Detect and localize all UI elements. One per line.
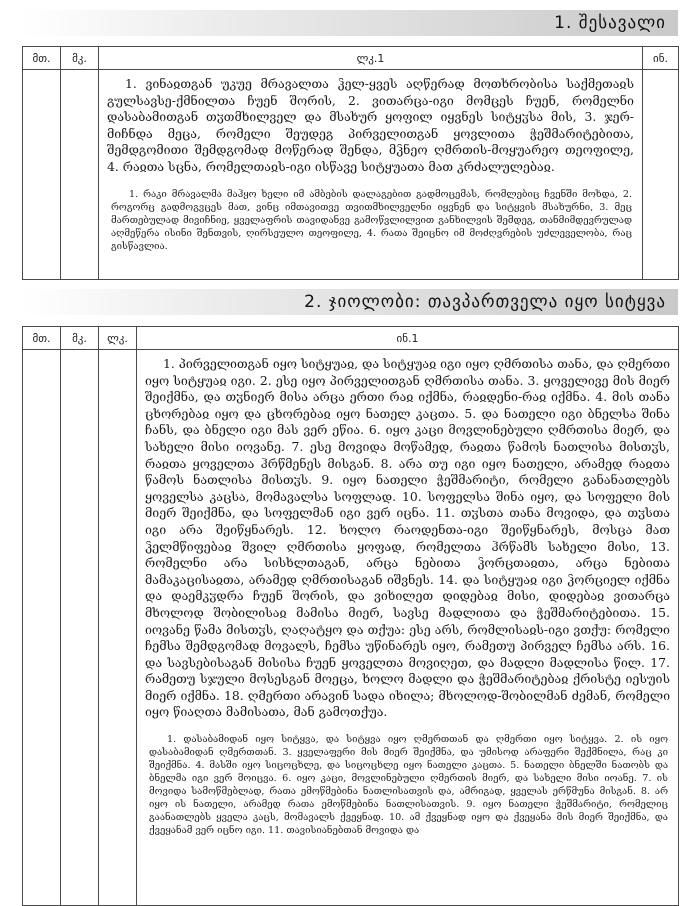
section-1-body-row	[23, 70, 679, 280]
section-2-title: 2. ჯიოლობი: თავპართველა იყო სიტყვა	[304, 292, 666, 312]
column-header-matthew: მთ.	[23, 327, 61, 350]
section-1-banner	[22, 10, 678, 36]
section-2-banner	[22, 289, 678, 315]
column-john-cell	[643, 70, 679, 280]
section-2-header-row	[23, 327, 679, 350]
column-matthew-cell	[23, 350, 61, 906]
column-header-luke: ლკ.1	[99, 47, 643, 70]
luke-text-cell	[99, 70, 643, 280]
column-matthew-cell	[23, 70, 61, 280]
column-header-luke: ლკ.	[99, 327, 137, 350]
john-old-georgian-text: 1. პირველითგან იყო სიტყუაჲ, და სიტყუაჲ იგი იყო ღმრთისა თანა, და ღმერთი იყო სიტყუაჲ იგი. 2. ესე იყო პირველითგან ღმრთისა თანა. 3. ყოველივე მის მიერ შეიქმნა, და თჳნიერ მისა არცა ერთი რაჲ იქმნა, რაჲდენი-რაჲ იქმნა. 4. მის თანა ცხორებაჲ იყო და ცხორებაჲ იყო ნათელ კაცთა. 5. და ნათელი იგი ბნელსა შინა ჩანს, და ბნელი იგი მას ვერ ეწია. 6. იყო კაცი მოვლინებული ღმრთისა მიერ, და სახელი მისი იოვანე. 7. ესე მოვიდა მოწამედ, რაჲთა წამოს ნათლისა მისთჳს, რაჲთა ყოველთა ჰრწმენეს მისგან. 8. არა თუ იგი იყო ნათელი, არამედ რაჲთა წამოს ნათლისა მისთჳს. 9. იყო ნათელი ჭეშმარიტი, რომელი განანათლებს ყოველსა კაცსა, მომავალსა სოფლად. 10. სოფელსა შინა იყო, და სოფელი მის მიერ შეიქმნა, და სოფელმან იგი ვერ იცნა. 11. თჳსთა თანა მოვიდა, და თჳსთა იგი არა შეიწყნარეს. 12. ხოლო რაოდენთა-იგი შეიწყნარეს, მოსცა მათ ჴელმწიფებაჲ შვილ ღმრთისა ყოფად, რომელთა ჰრწამს სახელი მისი, 13. რომელნი არა სისხლთაგან, არცა ნებითა ჴორცთაჲთა, არცა ნებითა მამაკაცისაჲთა, არამედ ღმრთისაგან იშვნეს. 14. და სიტყუაჲ იგი ჴორციელ იქმნა და დაემკჳდრა ჩუენ შორის, და ვიხილეთ დიდებაჲ მისი, დიდებაჲ ვითარცა მხოლოდ შობილისაჲ მამისა მიერ, სავსე მადლითა და ჭეშმარიტებითა. 15. იოვანე წამა მისთჳს, ღაღატყო და თქუა: ესე არს, რომლისაჲს-იგი ვთქუ: რომელი ჩემსა შემდგომად მოვალს, ჩემსა უწინარეს იყო, რამეთუ პირველ ჩემსა არს. 16. და სავსებისაგან მისისა ჩუენ ყოველთა მოვიღეთ, და მადლი მადლისა წილ. 17. რამეთუ სჯული მოსესგან მოეცა, ხოლო მადლი და ჭეშმარიტებაჲ ქრისტე იესუის მიერ იქმნა. 18. ღმერთი არავინ სადა იხილა; მხოლოდ-შობილმან ძემან, რომელი იყო წიაღთა მამისათა, მან გამოთქუა.	[145, 356, 671, 720]
column-header-mark: მკ.	[61, 327, 99, 350]
column-header-mark: მკ.	[61, 47, 99, 70]
column-luke-cell	[99, 350, 137, 906]
column-header-matthew: მთ.	[23, 47, 61, 70]
column-header-john: ინ.	[643, 47, 679, 70]
section-2-table	[22, 326, 679, 906]
section-1-title: 1. შესავალი	[554, 13, 666, 33]
column-header-john: ინ.1	[137, 327, 679, 350]
john-modern-georgian-text: 1. დასაბამიდან იყო სიტყვა, და სიტყვა იყო ღმერთთან და ღმერთი იყო სიტყვა. 2. ის იყო დასაბამიდან ღმერთთან. 3. ყველაფერი მის მიერ შეიქმნა, და უმისოდ არაფერი შექმნილა, რაც კი შეიქმნა. 4. მასში იყო სიცოცხლე, და სიცოცხლე იყო ნათელი კაცთა. 5. ნათელი ბნელში ნათობს და ბნელმა იგი ვერ მოიცვა. 6. იყო კაცი, მოვლინებული ღმერთის მიერ, და სახელი მისი იოანე. 7. ის მოვიდა სამოწმებლად, რათა ემოწმებინა ნათლისათვის და, ამრიგად, ყველას ერწმუნა მისგან. 8. არ იყო ის ნათელი, არამედ რათა ემოწმებინა ნათლისათვის. 9. იყო ნათელი ჭეშმარიტი, რომელიც გაანათლებს ყველა კაცს, მომავალს ქვეყნად. 10. ამ ქვეყნად იყო და ქვეყანა მის მიერ შეიქმნა, და ქვეყანამ ვერ იცნო იგი. 11. თავისიანებთან მოვიდა და	[149, 734, 668, 837]
column-mark-cell	[61, 350, 99, 906]
luke-modern-georgian-text: 1. რაკი მრავალმა მაჰყო ხელი იმ ამბების დალაგებით გადმოცემას, რომლებიც ჩვენში მოხდა, 2. როგორც გადმოგვცეს მათ, ვინც იმთავითვე თვითმხილველნი იყვნენ და სიტყვის მსახურნი, 3. მეც მართებულად მივიჩნიე, ყველაფრის თავიდანვე გამოწვლილვით განხილვის შემდეგ, თანმიმდევრულად აღმეწერა ისინი შენთვის, ღირსეულო თეოფილე, 4. რათა შეიცნო იმ მოძღვრების უძლეველობა, რაც გისწავლია.	[111, 188, 632, 252]
section-2-body-row	[23, 350, 679, 906]
column-mark-cell	[61, 70, 99, 280]
luke-old-georgian-text: 1. ვინაჲთგან უკუე მრავალთა ჴელ-ყვეს აღწერად მოთხრობისა საქმეთაჲს გულსავსე-ქმნილთა ჩუენ შორის, 2. ვითარცა-იგი მომცეს ჩუენ, რომელნი დასაბამითგან თჳთმხილველ და მსახურ ყოფილ იყვნეს სიტყჳსა მის, 3. ჯერ-მიჩნდა მეცა, რომელი შეუდეგ პირველითგან ყოვლითა ჭეშმარიტებითა, შემდგომითი შემდგომად მოწერად შენდა, მჴნეო ღმრთის-მოყუარეო თეოფილე, 4. რაჲთა სცნა, რომელთაჲს-იგი ისწავე სიტყუათა მათ კრძალულებაჲ.	[107, 76, 634, 174]
john-text-cell	[137, 350, 679, 906]
section-1-table	[22, 46, 679, 280]
section-1-header-row	[23, 47, 679, 70]
